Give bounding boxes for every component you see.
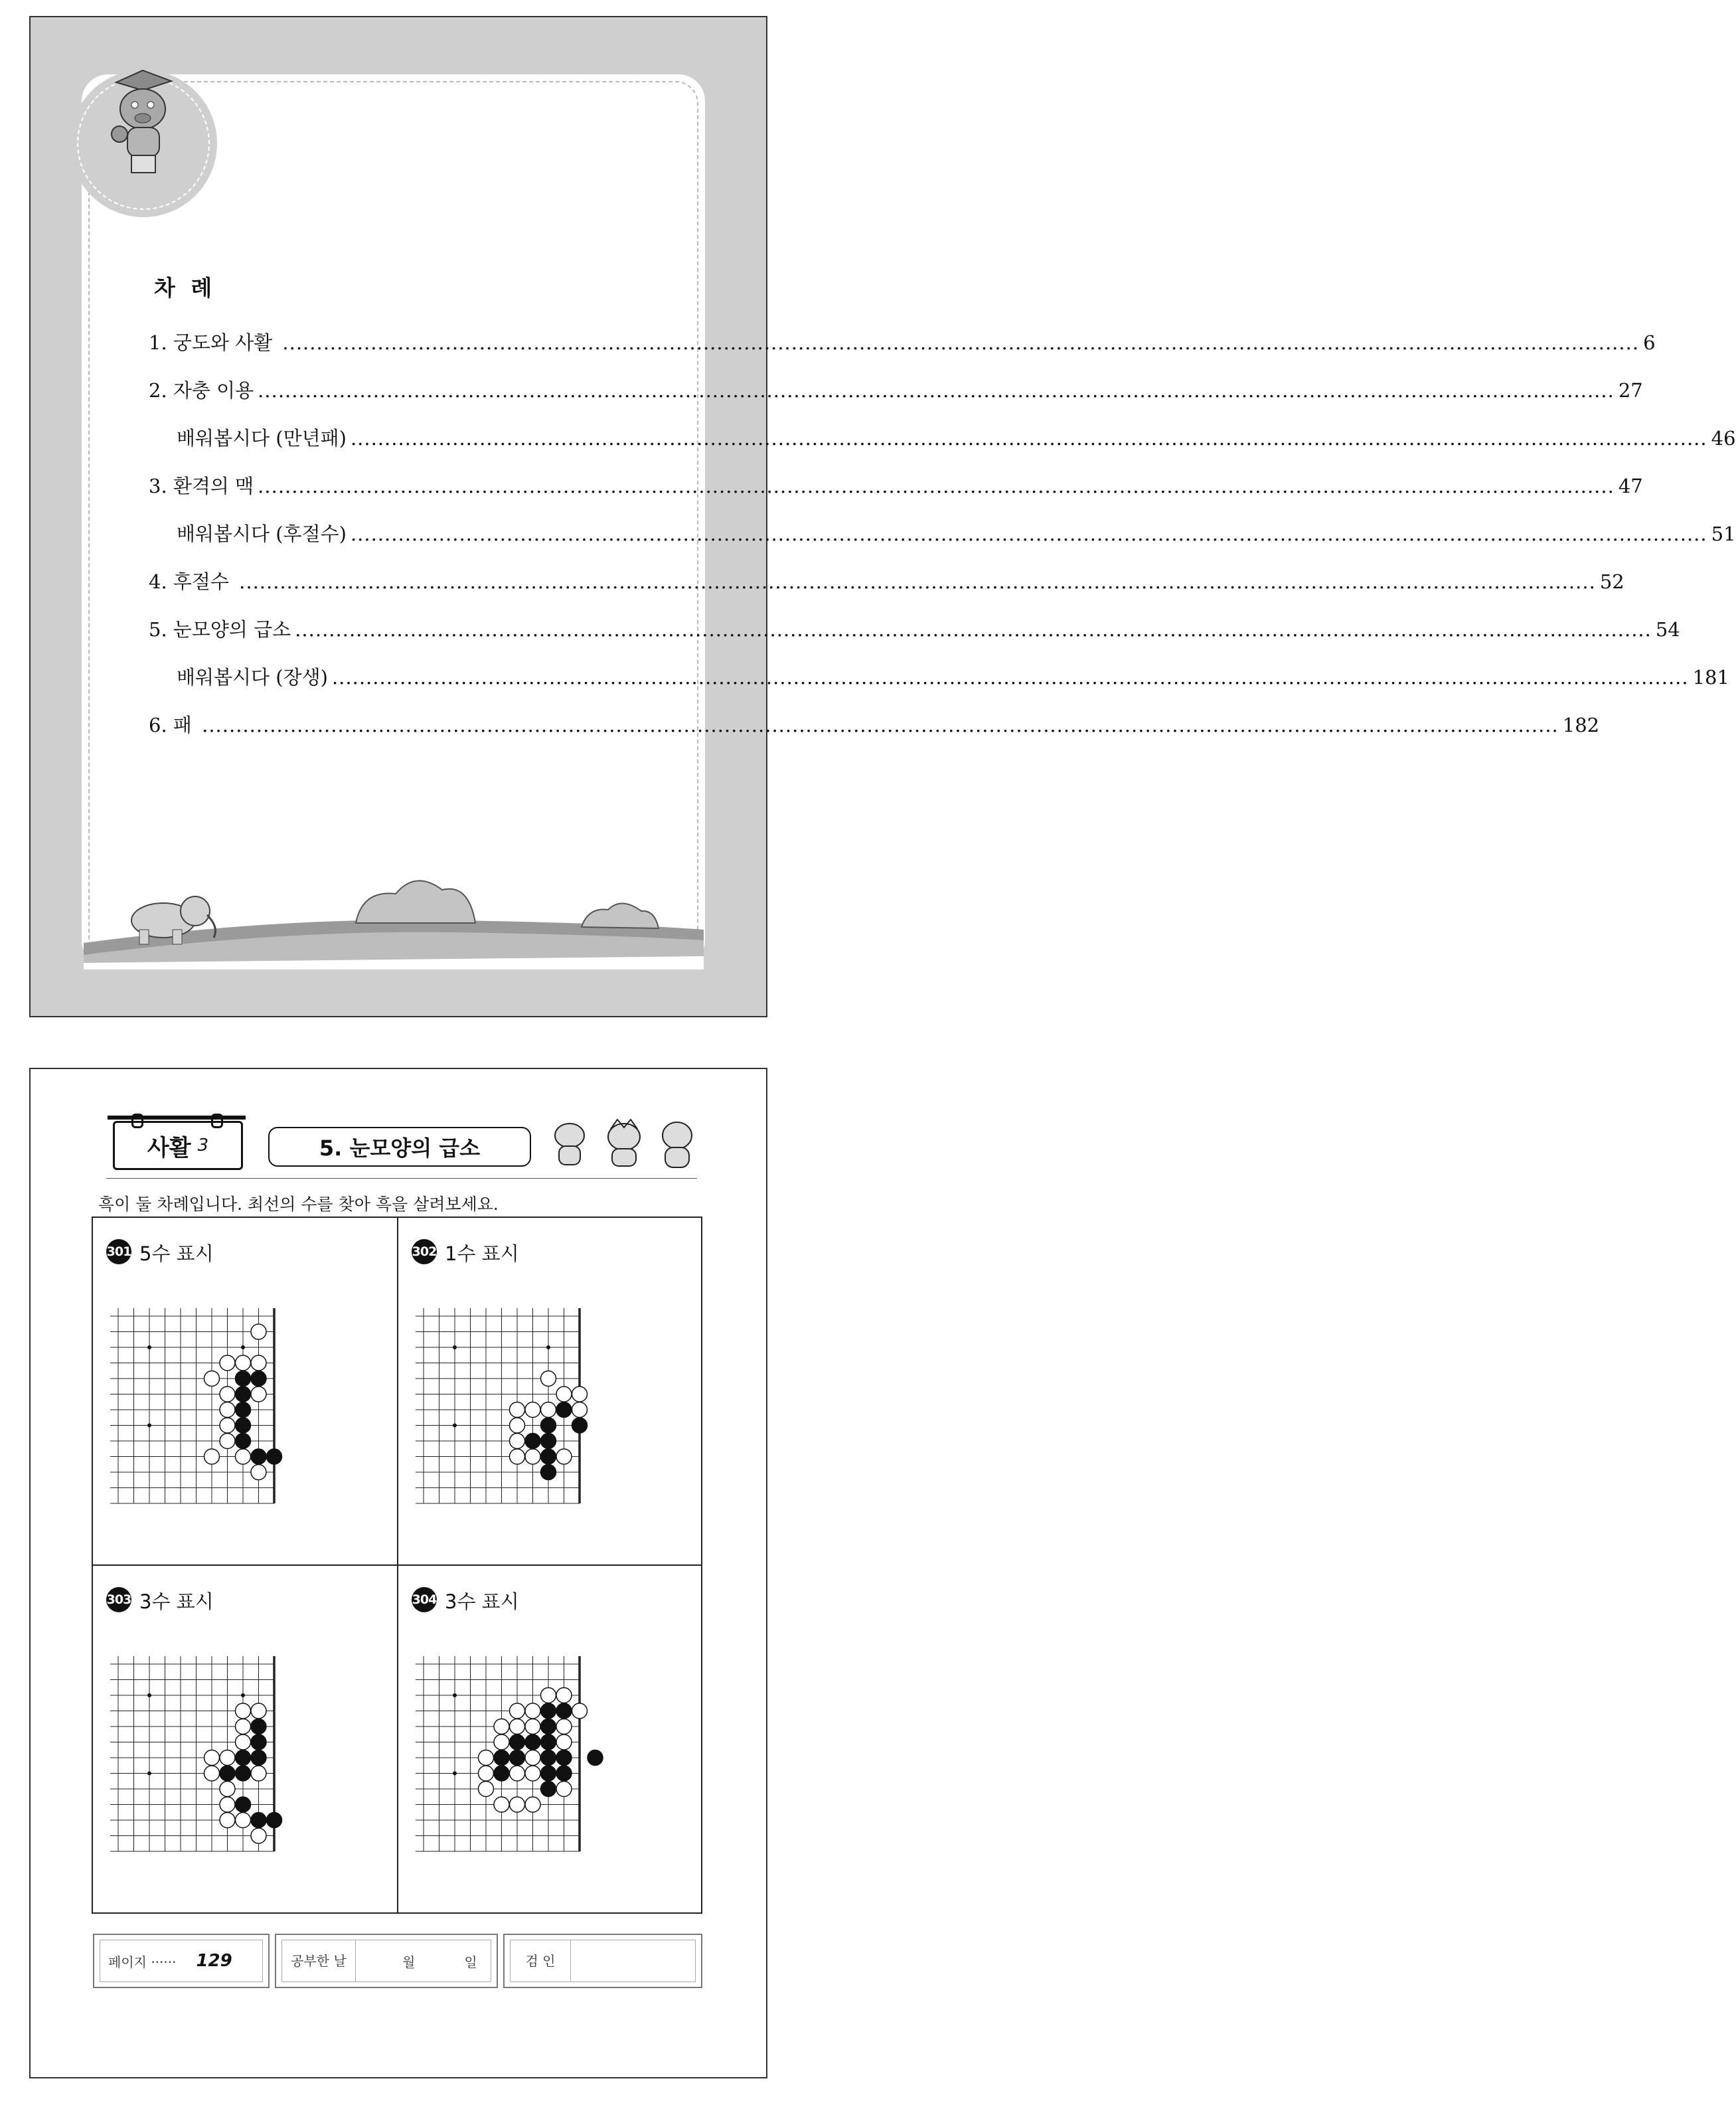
star-point (147, 1772, 151, 1776)
toc-leader-dots: ........................................................................................................................................................................................................ (331, 666, 1689, 689)
toc-entry-page: 27 (1618, 379, 1643, 402)
white-stone (572, 1703, 588, 1719)
black-stone (251, 1734, 266, 1750)
toc-entry-label: 5. 눈모양의 급소 (149, 618, 291, 641)
go-board (105, 1651, 410, 1890)
footer-page-number: 129 (196, 1951, 232, 1971)
black-stone (541, 1782, 556, 1797)
black-stone (541, 1449, 556, 1464)
white-stone (572, 1402, 588, 1418)
black-stone (556, 1750, 572, 1766)
black-stone (541, 1734, 556, 1750)
star-point (147, 1424, 151, 1428)
black-stone (556, 1766, 572, 1781)
series-label: 사활 (147, 1134, 191, 1161)
toc-entry (149, 471, 1643, 501)
black-stone (251, 1750, 266, 1766)
star-point (147, 1345, 151, 1349)
white-stone (251, 1703, 266, 1719)
toc-leader-dots: ........................................................................................................................................................................................................ (350, 523, 1707, 545)
white-stone (510, 1719, 525, 1734)
white-stone (556, 1688, 572, 1703)
toc-entry-label: 배워봅시다 (만년패) (177, 427, 347, 450)
go-board (410, 1303, 716, 1542)
go-board (105, 1303, 410, 1542)
black-stone (236, 1418, 251, 1433)
white-stone (525, 1797, 540, 1812)
black-stone (541, 1465, 556, 1480)
white-stone (220, 1750, 235, 1766)
white-stone (510, 1797, 525, 1812)
instruction: 흑이 둘 차례입니다. 최선의 수를 찾아 흑을 살려보세요. (98, 1195, 499, 1214)
toc-entry (149, 615, 1680, 644)
black-stone (572, 1418, 588, 1433)
black-stone (510, 1750, 525, 1766)
black-stone (236, 1750, 251, 1766)
white-stone (204, 1750, 220, 1766)
white-stone (556, 1719, 572, 1734)
black-stone (556, 1402, 572, 1418)
white-stone (220, 1434, 235, 1449)
white-stone (251, 1766, 266, 1781)
white-stone (220, 1402, 235, 1418)
white-stone (479, 1782, 494, 1797)
toc-leader-dots: ........................................................................................................................................................................................................ (258, 475, 1615, 497)
white-stone (236, 1719, 251, 1734)
toc-entry-label: 2. 자충 이용 (149, 379, 254, 402)
problem-label: 3수 표시 (139, 1590, 214, 1613)
white-stone (251, 1355, 266, 1371)
white-stone (541, 1688, 556, 1703)
white-stone (525, 1750, 540, 1766)
white-stone (510, 1449, 525, 1464)
black-stone (236, 1766, 251, 1781)
toc-leader-dots: ........................................................................................................................................................................................................ (295, 618, 1652, 641)
series-number: 3 (197, 1136, 209, 1155)
toc-entry-page: 46 (1711, 427, 1736, 450)
toc-entry (149, 376, 1643, 405)
toc-entry-page: 52 (1599, 570, 1624, 593)
problem-number-badge: 302 (412, 1239, 437, 1264)
white-stone (556, 1387, 572, 1402)
black-stone (236, 1797, 251, 1812)
white-stone (556, 1782, 572, 1797)
toc-entry-label: 배워봅시다 (장생) (177, 666, 328, 689)
toc-entry-label: 4. 후절수 (149, 570, 236, 593)
white-stone (220, 1797, 235, 1812)
white-stone (236, 1813, 251, 1828)
white-stone (494, 1719, 509, 1734)
problem-number-badge: 303 (106, 1587, 131, 1612)
black-stone (236, 1371, 251, 1387)
footer-check-box (503, 1934, 702, 1988)
footer-day: 일 (464, 1954, 477, 1970)
white-stone (236, 1703, 251, 1719)
black-stone (251, 1813, 266, 1828)
white-stone (220, 1782, 235, 1797)
white-stone (220, 1387, 235, 1402)
black-stone (556, 1703, 572, 1719)
black-stone (236, 1402, 251, 1418)
problem-number-badge: 301 (106, 1239, 131, 1264)
star-point (453, 1693, 457, 1697)
black-stone (267, 1449, 282, 1464)
star-point (453, 1345, 457, 1349)
white-stone (479, 1750, 494, 1766)
chapter-title: 5. 눈모양의 급소 (268, 1127, 531, 1167)
white-stone (204, 1766, 220, 1781)
black-stone (525, 1434, 540, 1449)
white-stone (525, 1449, 540, 1464)
black-stone (525, 1734, 540, 1750)
toc-leader-dots: ........................................................................................................................................................................................................ (202, 714, 1559, 736)
toc-leader-dots: ........................................................................................................................................................................................................ (239, 570, 1596, 593)
toc-entry-label: 6. 패 (149, 714, 198, 736)
white-stone (556, 1449, 572, 1464)
white-stone (479, 1766, 494, 1781)
problem-label: 3수 표시 (445, 1590, 519, 1613)
white-stone (525, 1402, 540, 1418)
meadow-illustration (84, 863, 704, 969)
black-stone (494, 1766, 509, 1781)
white-stone (494, 1797, 509, 1812)
white-stone (541, 1371, 556, 1387)
toc-entry (177, 663, 1729, 692)
toc-entry-page: 6 (1643, 331, 1656, 354)
black-stone (541, 1418, 556, 1433)
white-stone (525, 1719, 540, 1734)
white-stone (510, 1766, 525, 1781)
toc-entry-label: 1. 궁도와 사활 (149, 331, 279, 354)
problem-number-badge: 304 (412, 1587, 437, 1612)
white-stone (251, 1324, 266, 1339)
white-stone (236, 1355, 251, 1371)
black-stone (251, 1371, 266, 1387)
header-rule (106, 1178, 697, 1179)
white-stone (510, 1418, 525, 1433)
white-stone (510, 1402, 525, 1418)
black-stone (236, 1387, 251, 1402)
white-stone (220, 1355, 235, 1371)
toc-leader-dots: ........................................................................................................................................................................................................ (350, 427, 1707, 450)
toc-entry (149, 711, 1600, 740)
white-stone (510, 1434, 525, 1449)
white-stone (572, 1387, 588, 1402)
toc-entry-page: 54 (1655, 618, 1680, 641)
white-stone (204, 1371, 220, 1387)
black-stone (541, 1719, 556, 1734)
toc-entry-page: 181 (1692, 666, 1729, 689)
white-stone (251, 1465, 266, 1480)
footer-study-label: 공부한 날 (282, 1940, 356, 1981)
black-stone (510, 1734, 525, 1750)
black-stone (236, 1434, 251, 1449)
toc-entry-page: 51 (1711, 523, 1736, 545)
white-stone (525, 1703, 540, 1719)
white-stone (541, 1402, 556, 1418)
white-stone (251, 1387, 266, 1402)
footer-check-label: 검 인 (511, 1940, 571, 1981)
white-stone (556, 1734, 572, 1750)
star-point (241, 1693, 245, 1697)
white-stone (494, 1734, 509, 1750)
toc-entry-page: 182 (1562, 714, 1600, 736)
mascot-illustration (93, 56, 193, 189)
black-stone (251, 1449, 266, 1464)
toc-title: 차 례 (154, 275, 216, 301)
black-stone (541, 1766, 556, 1781)
black-stone (541, 1703, 556, 1719)
star-point (546, 1345, 550, 1349)
black-stone (251, 1719, 266, 1734)
toc-entry (177, 424, 1736, 453)
toc-leader-dots: ........................................................................................................................................................................................................ (282, 331, 1640, 354)
mascots-icon (546, 1116, 702, 1177)
problem-label: 5수 표시 (139, 1242, 214, 1265)
footer-month: 월 (402, 1954, 416, 1970)
black-stone (267, 1813, 282, 1828)
toc-entry (149, 567, 1624, 596)
star-point (147, 1693, 151, 1697)
toc-entry-label: 3. 환격의 맥 (149, 475, 254, 497)
toc-entry-page: 47 (1618, 475, 1643, 497)
problem-label: 1수 표시 (445, 1242, 519, 1265)
footer-study-box (275, 1934, 498, 1988)
white-stone (220, 1418, 235, 1433)
white-stone (204, 1449, 220, 1464)
series-sign (113, 1121, 243, 1170)
footer-page-box (93, 1934, 270, 1988)
star-point (453, 1772, 457, 1776)
black-stone (494, 1750, 509, 1766)
go-board (410, 1651, 716, 1890)
white-stone (236, 1734, 251, 1750)
white-stone (525, 1766, 540, 1781)
white-stone (236, 1449, 251, 1464)
black-stone (588, 1750, 603, 1766)
toc-entry (149, 328, 1656, 357)
footer-page-label: 페이지 ······ (108, 1954, 177, 1970)
toc-entry (177, 519, 1736, 548)
black-stone (220, 1766, 235, 1781)
star-point (241, 1345, 245, 1349)
black-stone (541, 1434, 556, 1449)
white-stone (510, 1703, 525, 1719)
star-point (453, 1424, 457, 1428)
white-stone (251, 1828, 266, 1843)
toc-leader-dots: ........................................................................................................................................................................................................ (258, 379, 1615, 402)
toc-entry-label: 배워봅시다 (후절수) (177, 523, 347, 545)
problem-divider-horizontal (92, 1564, 702, 1566)
black-stone (541, 1750, 556, 1766)
sign-bar (108, 1116, 246, 1120)
white-stone (220, 1813, 235, 1828)
